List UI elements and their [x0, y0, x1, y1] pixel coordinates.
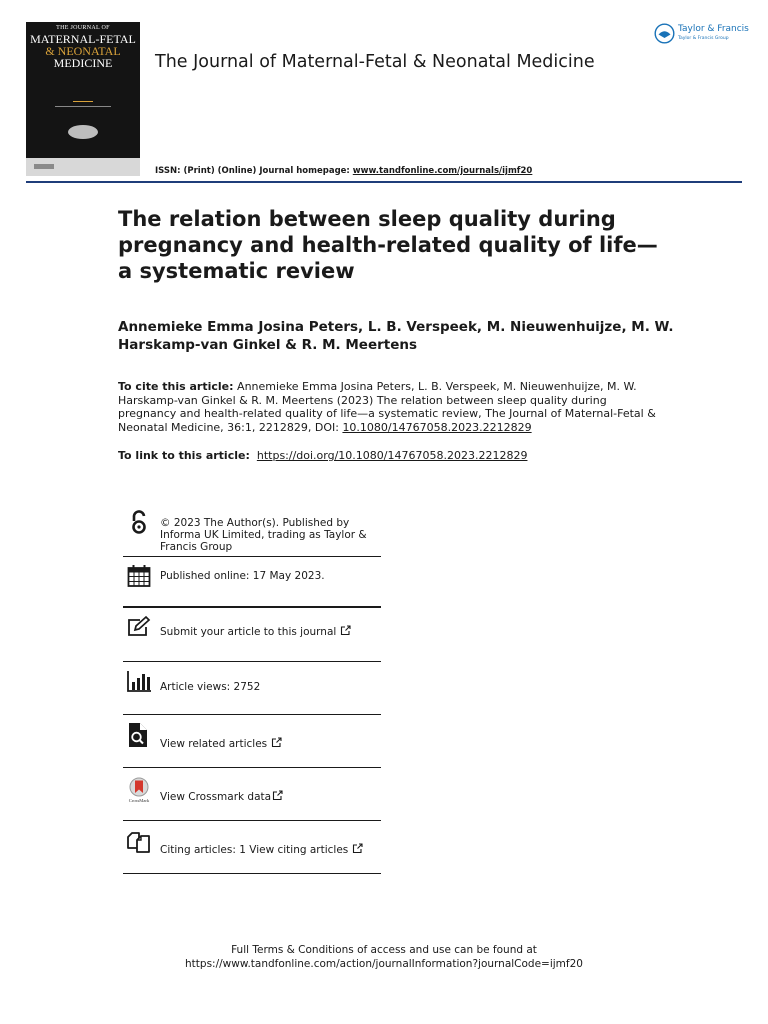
cover-title-line-1: MATERNAL-FETAL	[30, 32, 136, 46]
info-row-citing[interactable]	[123, 820, 381, 874]
published-date: Published online: 17 May 2023.	[160, 570, 325, 582]
cover-volume-line	[26, 73, 140, 77]
external-link-icon	[272, 790, 283, 801]
external-link-icon	[271, 737, 282, 748]
taylor-francis-icon	[654, 23, 675, 44]
header-divider	[26, 181, 742, 183]
cover-rule	[55, 106, 111, 107]
view-crossmark-label: View Crossmark data	[160, 791, 272, 803]
info-row-views	[123, 661, 381, 715]
view-crossmark-link[interactable]	[160, 790, 283, 803]
cite-label: To cite this article:	[118, 380, 234, 393]
open-access-icon	[126, 509, 152, 535]
journal-name: The Journal of Maternal-Fetal & Neonatal Medicine	[155, 52, 595, 72]
terms-footer-url[interactable]: https://www.tandfonline.com/action/journalInformation?journalCode=ijmf20	[185, 958, 583, 970]
journal-homepage-link[interactable]: www.tandfonline.com/journals/ijmf20	[352, 166, 533, 176]
crossmark-logo-text: CrossMark	[128, 798, 150, 803]
cover-badge	[68, 125, 98, 139]
submit-article-label: Submit your article to this journal	[160, 626, 337, 638]
info-row-submit[interactable]	[123, 608, 381, 662]
publisher-name: Taylor & Francis	[678, 24, 749, 34]
publisher-subname: Taylor & Francis Group	[678, 36, 729, 41]
crossmark-icon	[126, 777, 152, 803]
journal-cover	[26, 22, 140, 176]
citing-articles-label: Citing articles: 1 View citing articles	[160, 844, 349, 856]
submit-article-link[interactable]	[160, 625, 351, 638]
citation-block	[118, 380, 658, 434]
document-search-icon	[126, 722, 152, 748]
cover-footer-band	[26, 158, 140, 176]
citing-icon	[126, 829, 152, 855]
doi-link[interactable]: 10.1080/14767058.2023.2212829	[342, 420, 532, 434]
info-row-published	[123, 556, 381, 608]
bar-chart-icon	[126, 668, 152, 694]
article-link-line	[118, 449, 527, 462]
cover-rule	[73, 101, 93, 102]
info-row-crossmark[interactable]	[123, 767, 381, 821]
calendar-icon	[126, 563, 152, 589]
view-related-articles-label: View related articles	[160, 738, 268, 750]
cover-kicker: THE JOURNAL OF	[56, 25, 110, 31]
external-link-icon	[340, 625, 351, 636]
view-citing-articles-link[interactable]	[160, 843, 363, 856]
edit-icon	[126, 615, 152, 641]
link-label: To link to this article:	[118, 449, 250, 462]
terms-footer-line-1: Full Terms & Conditions of access and use can be found at	[231, 944, 537, 956]
cover-publisher-mark	[34, 164, 54, 169]
terms-footer	[0, 943, 768, 971]
article-authors: Annemieke Emma Josina Peters, L. B. Verspeek, M. Nieuwenhuijze, M. W. Harskamp-van Ginkel & R. M. Meertens	[118, 319, 674, 353]
issn-text: ISSN: (Print) (Online) Journal homepage:	[155, 166, 353, 176]
info-row-open-access	[123, 507, 381, 557]
article-title: The relation between sleep quality during pregnancy and health-related quality of life—a systematic review	[118, 207, 658, 283]
open-access-text: © 2023 The Author(s). Published by Informa UK Limited, trading as Taylor & Francis Group	[160, 517, 367, 553]
citation-text: Annemieke Emma Josina Peters, L. B. Verspeek, M. Nieuwenhuijze, M. W. Harskamp-van Ginkel & R. M. Meertens (2023) The relation between sleep quality during pregnancy and health-related quality of life—a systematic review, The Journal of Maternal-Fetal & Neonatal Medicine, 36:1, 2212829, DOI:	[118, 380, 656, 434]
publisher-logo[interactable]	[654, 22, 749, 48]
article-doi-url[interactable]: https://doi.org/10.1080/14767058.2023.2212829	[256, 449, 528, 462]
article-views: Article views: 2752	[160, 681, 261, 693]
issn-line	[155, 166, 532, 176]
info-row-related[interactable]	[123, 714, 381, 768]
cover-title-line-2: & NEONATAL	[45, 44, 121, 58]
external-link-icon	[352, 843, 363, 854]
cover-title-line-3: MEDICINE	[53, 56, 113, 70]
view-related-articles-link[interactable]	[160, 737, 282, 750]
